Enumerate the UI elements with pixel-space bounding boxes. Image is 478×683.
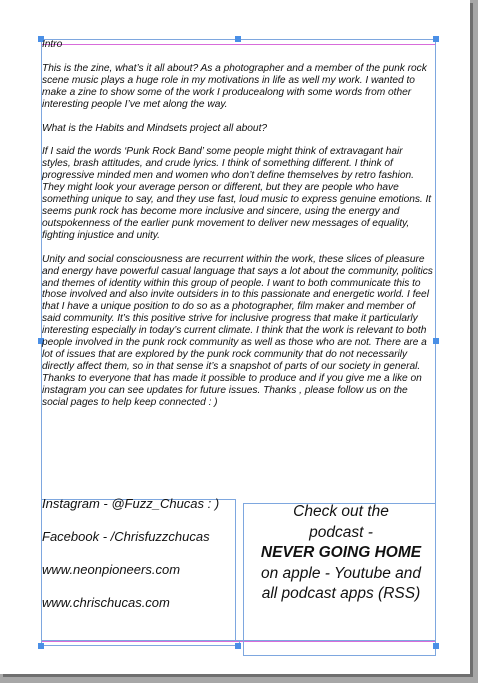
spacer [42,134,434,146]
paragraph-3: If I said the words ‘Punk Rock Band’ some people might think of extravagant hair styles, brash attitudes, and crude lyrics. I think of something different. I think of progressive minded men and women who don’t define themselves by retro fashion. They might look your average person or different, but they are people who have something unique to say, and they use fast, loud music to express genuine emotions. It seems punk rock has become more inclusive and sincere, using the energy and outspokenness of the earlier punk movement to deliver new messages of equality, fighting injustice and unity. [42,146,434,241]
website-link-2[interactable]: www.chrischucas.com [42,595,170,610]
paragraph-4: Unity and social consciousness are recurrent within the work, these slices of pleasure and energy have powerful casual language that says a lot about the community, politics and themes of identity within this group of people. I want to both communicate this to those involved and also invite outsiders in to this passionate and energetic world. I feel that I have a unique position to do so as a photographer, film maker and member of said community. It’s this positive strive for inclusive progress that make it particularly interesting especially in today’s current climate. I think that the work is relevant to both people involved in the punk rock community as well as those who are not. There are a lot of issues that are explored by the punk rock community that do not necessarily directly affect them, so in that sense it’s a snapshot of parts of our society in general. Thanks to everyone that has made it possible to produce and if you give me a like on instagram you can see updates for future issues. Thanks , please follow us on the social pages to help keep connected : ) [42,253,436,408]
paragraph-1: This is the zine, what’s it all about? As a photographer and a member of the punk rock scene music plays a huge role in my motivations in life as well my work. I wanted to make a zine to show some of the work I producealong with some words from other interesting people I’ve met along the way. [42,62,430,110]
podcast-line-5: all podcast apps (RSS) [261,585,421,602]
intro-text-block [42,39,434,408]
podcast-title: NEVER GOING HOME [260,544,422,561]
podcast-line-4: on apple - Youtube and [260,564,422,582]
spacer [42,111,434,123]
spacer [42,51,434,63]
spacer [42,242,434,254]
lower-frame-edge [41,641,240,646]
handle-bottom-right[interactable] [433,643,439,649]
podcast-line-1: Check out the [293,503,389,520]
intro-heading: Intro [42,39,63,50]
website-link-1[interactable]: www.neonpioneers.com [42,562,181,577]
facebook-text: Facebook - /Chrisfuzzchucas [42,529,210,544]
podcast-callout [248,502,434,605]
handle-bottom-center[interactable] [235,643,241,649]
instagram-text: Instagram - @Fuzz_Chucas : ) [42,496,220,511]
handle-bottom-left[interactable] [38,643,44,649]
paragraph-2: What is the Habits and Mindsets project all about? [42,122,268,134]
podcast-line-2: podcast - [309,523,373,541]
social-links-block [42,495,237,627]
